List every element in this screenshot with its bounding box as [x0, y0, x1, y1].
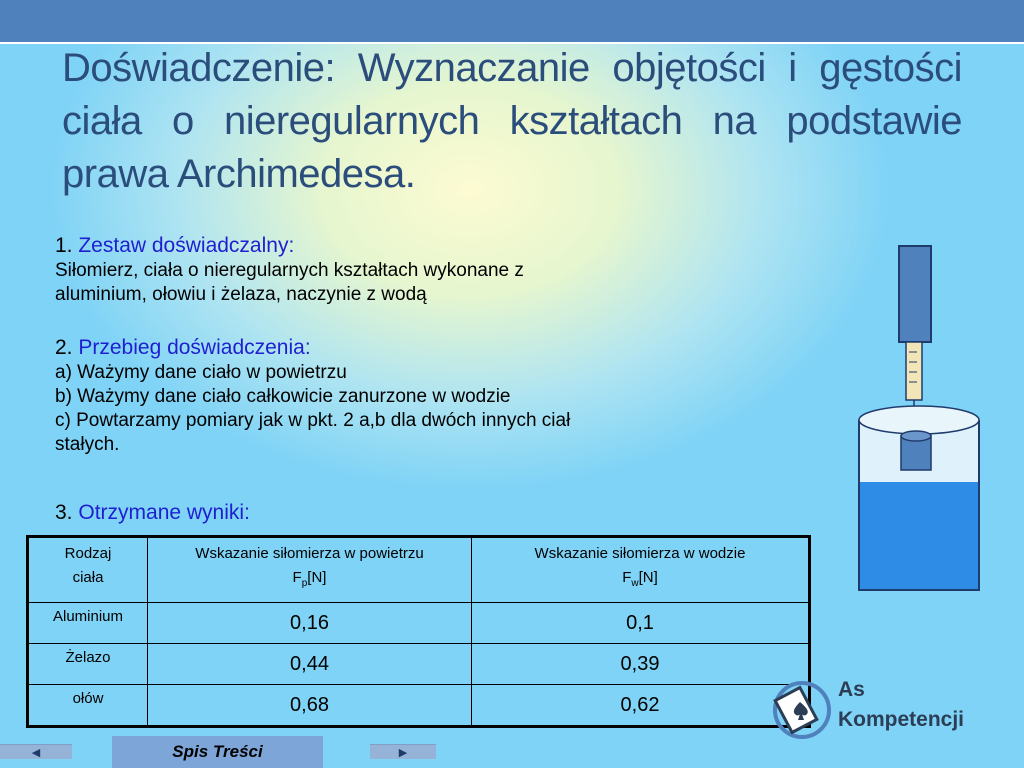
material-cell: Aluminium: [28, 603, 148, 644]
table-row: [28, 644, 810, 685]
experiment-illustration: [845, 240, 995, 600]
logo-line1: As: [838, 678, 865, 701]
material-cell: Żelazo: [28, 644, 148, 685]
procedure-step: stałych.: [55, 434, 120, 455]
header-water: [472, 537, 810, 603]
section-heading-text: Otrzymane wyniki:: [78, 501, 250, 524]
air-reading-cell: 0,44: [148, 644, 472, 685]
setup-line: aluminium, ołowiu i żelaza, naczynie z wodą: [55, 284, 427, 305]
section-number: 1.: [55, 234, 79, 257]
water-reading-cell: 0,39: [472, 644, 810, 685]
procedure-step: a) Ważymy dane ciało w powietrzu: [55, 362, 347, 383]
section-setup: [55, 233, 524, 307]
table-row: [28, 603, 810, 644]
procedure-step: b) Ważymy dane ciało całkowicie zanurzone w wodzie: [55, 386, 511, 407]
water: [860, 482, 978, 589]
spring-scale-gauge: [906, 342, 922, 400]
header-symbol: $F_p[N]$: [292, 569, 327, 589]
header-symbol: $F_w[N]$: [622, 569, 658, 589]
section-number: 2.: [55, 336, 79, 359]
top-bar: [0, 0, 1024, 42]
logo-line2: Kompetencji: [838, 708, 965, 731]
section-results-heading: [55, 500, 250, 526]
section-procedure-heading: [55, 335, 570, 361]
header-text: ciała: [72, 569, 104, 586]
section-heading-text: Zestaw doświadczalny:: [78, 234, 295, 257]
logo-icon: [770, 678, 834, 742]
table-header-row: [28, 537, 810, 603]
triangle-left-icon: ◀: [31, 746, 41, 759]
header-text: Wskazanie siłomierza w wodzie: [534, 545, 746, 562]
header-material: [28, 537, 148, 603]
air-reading-cell: 0,68: [148, 685, 472, 727]
results-table: [26, 535, 811, 728]
section-results: [55, 500, 250, 526]
setup-line: Siłomierz, ciała o nieregularnych kształtach wykonane z: [55, 260, 524, 281]
next-slide-button[interactable]: [370, 744, 436, 759]
section-setup-heading: [55, 233, 524, 259]
air-reading-cell: 0,16: [148, 603, 472, 644]
prev-slide-button[interactable]: [0, 744, 72, 759]
section-procedure: [55, 335, 570, 457]
spring-scale-body: [899, 246, 931, 342]
section-heading-text: Przebieg doświadczenia:: [78, 336, 311, 359]
table-row: [28, 685, 810, 727]
water-reading-cell: 0,1: [472, 603, 810, 644]
header-text: Rodzaj: [64, 545, 112, 562]
slide-title: Doświadczenie: Wyznaczanie objętości i gęstości ciała o nieregularnych kształtach na podstawie prawa Archimedesa.: [62, 46, 962, 196]
header-air: [148, 537, 472, 603]
section-number: 3.: [55, 501, 79, 524]
procedure-step: c) Powtarzamy pomiary jak w pkt. 2 a,b dla dwóch innych ciał: [55, 410, 571, 431]
toc-button[interactable]: Spis Treści: [112, 736, 323, 768]
header-text: Wskazanie siłomierza w powietrzu: [195, 545, 424, 562]
triangle-right-icon: ▶: [398, 746, 408, 759]
material-cell: ołów: [28, 685, 148, 727]
water-reading-cell: 0,62: [472, 685, 810, 727]
